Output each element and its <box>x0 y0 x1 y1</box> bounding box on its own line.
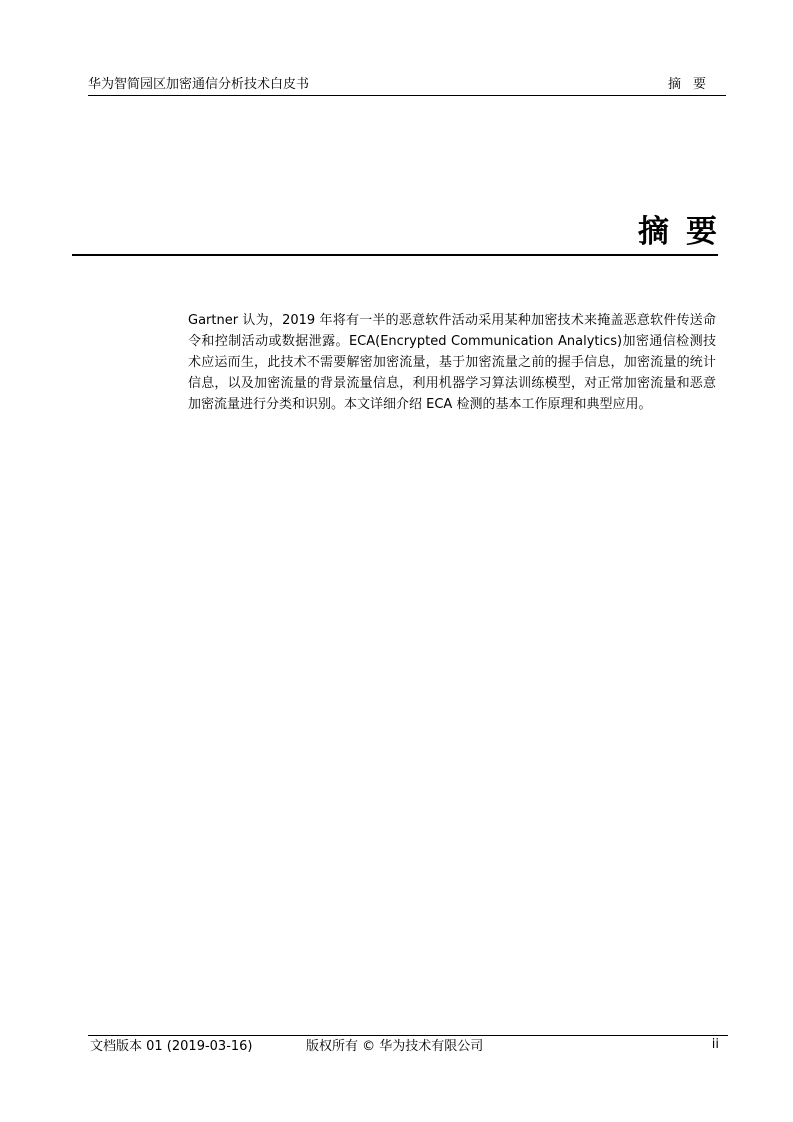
footer-version: 文档版本 01 (2019-03-16) <box>90 1039 253 1054</box>
footer-page-number: ii <box>711 1037 719 1052</box>
abstract-paragraph: Gartner 认为，2019 年将有一半的恶意软件活动采用某种加密技术来掩盖恶意软件传送命令和控制活动或数据泄露。ECA(Encrypted Communication Analytics)加密通信检测技术应运而生，此技术不需要解密加密流量，基于加密流量之前的握手信息，加密流量的统计信息，以及加密流量的背景流量信息，利用机器学习算法训练模型，对正常加密流量和恶意加密流量进行分类和识别。本文详细介绍 ECA 检测的基本工作原理和典型应用。 <box>188 313 716 412</box>
header-section-name: 摘要 <box>667 77 718 92</box>
page-header <box>88 76 726 96</box>
footer-copyright: 版权所有 © 华为技术有限公司 <box>306 1039 484 1054</box>
title-rule <box>72 254 718 256</box>
footer-rule <box>88 1035 728 1036</box>
header-document-title: 华为智简园区加密通信分析技术白皮书 <box>88 77 310 92</box>
section-title: 摘要 <box>638 214 734 250</box>
